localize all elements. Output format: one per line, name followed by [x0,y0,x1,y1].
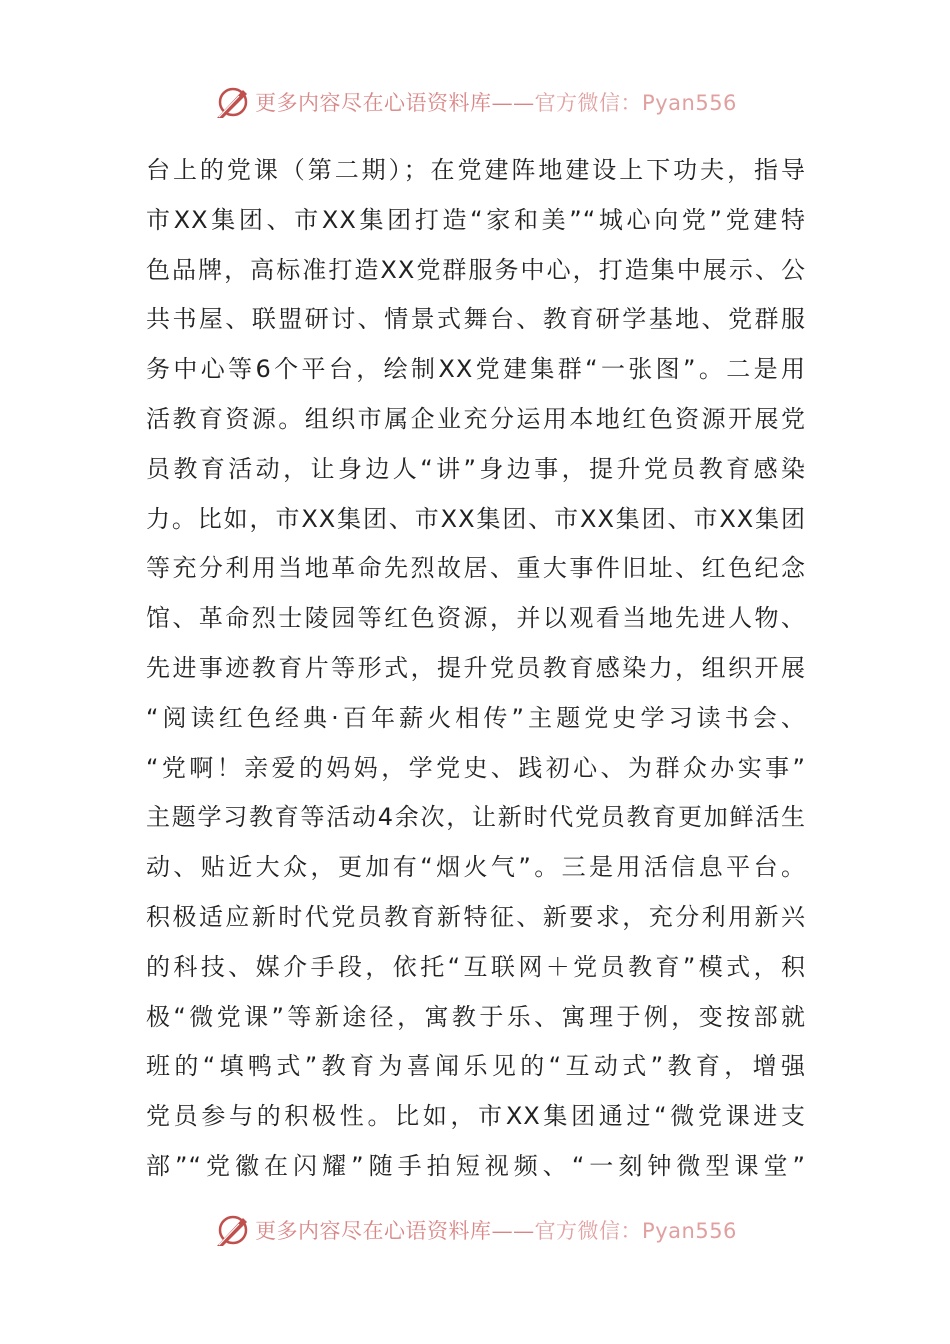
text-line: 动、贴近大众，更加有“烟火气”。三是用活信息平台。 [146,853,806,882]
text-line: 务中心等6个平台，绘制XX党建集群“一张图”。二是用 [146,355,806,384]
text-line: 极“微党课”等新途径，寓教于乐、寓理于例，变按部就 [146,1002,806,1031]
text-line: 力。比如，市XX集团、市XX集团、市XX集团、市XX集团 [146,504,806,533]
text-line: 台上的党课（第二期）；在党建阵地建设上下功夫，指导 [146,156,806,184]
footer-banner [0,1210,950,1250]
header-banner [0,82,950,122]
text-line: 主题学习教育等活动4余次，让新时代党员教育更加鲜活生 [146,803,806,832]
text-line: “阅读红色经典·百年薪火相传”主题党史学习读书会、 [146,703,806,732]
text-line: “党啊！亲爱的妈妈，学党史、践初心、为群众办实事” [146,753,806,782]
text-line: 馆、革命烈士陵园等红色资源，并以观看当地先进人物、 [146,604,806,633]
banner-text: 更多内容尽在心语资料库——官方微信：Pyan556 [255,1219,737,1243]
text-line: 先进事迹教育片等形式，提升党员教育感染力，组织开展 [146,653,806,682]
pen-logo-icon [213,82,253,122]
text-line: 活教育资源。组织市属企业充分运用本地红色资源开展党 [146,404,806,433]
text-line: 员教育活动，让身边人“讲”身边事，提升党员教育感染 [146,454,806,483]
text-line: 共书屋、联盟研讨、情景式舞台、教育研学基地、党群服 [146,305,806,334]
banner-text: 更多内容尽在心语资料库——官方微信：Pyan556 [255,91,737,115]
text-line: 班的“填鸭式”教育为喜闻乐见的“互动式”教育，增强 [146,1052,806,1081]
pen-logo-icon [213,1210,253,1250]
text-line: 市XX集团、市XX集团打造“家和美”“城心向党”党建特 [146,205,806,234]
document-body [146,146,806,1192]
text-line: 等充分利用当地革命先烈故居、重大事件旧址、红色纪念 [146,554,806,583]
text-line: 的科技、媒介手段，依托“互联网＋党员教育”模式，积 [146,952,806,981]
text-line: 积极适应新时代党员教育新特征、新要求，充分利用新兴 [146,902,806,931]
text-line: 部”“党徽在闪耀”随手拍短视频、“一刻钟微型课堂” [146,1151,806,1180]
text-line: 色品牌，高标准打造XX党群服务中心，打造集中展示、公 [146,255,806,284]
text-line: 党员参与的积极性。比如，市XX集团通过“微党课进支 [146,1102,806,1131]
